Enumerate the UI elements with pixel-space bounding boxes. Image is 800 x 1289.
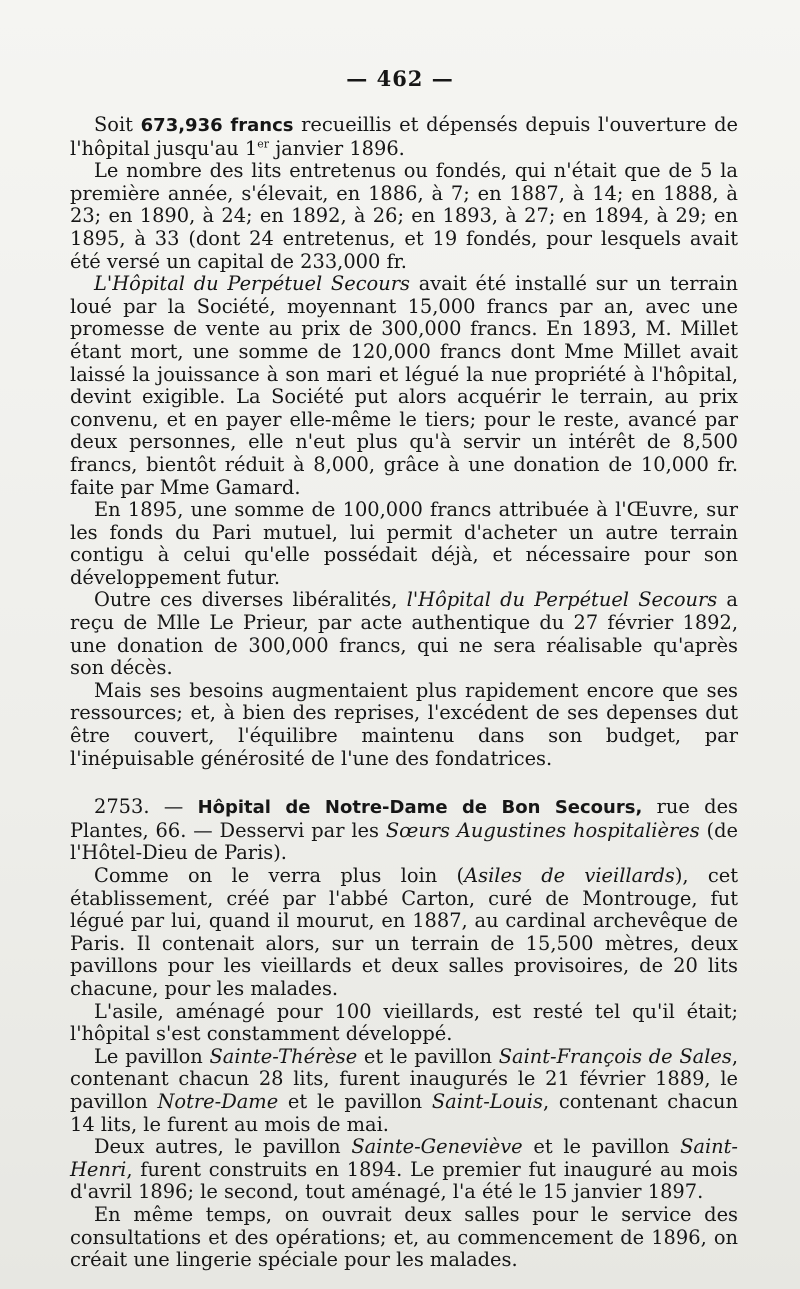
paragraph-beds: Le nombre des lits entretenus ou fondés, qui n'était que de 5 la première année, s'élevait, en 1886, à 7; en 1887, à 14; en 1888, à 23; en 1890, à 24; en 1892, à 26; en 1893, à 27; en 1894, à 29; en 1895, à 33 (dont 24 entretenus, et 19 fondés, pour lesquels avait été versé un capital de 233,000 fr. xyxy=(70,159,738,273)
paragraph-needs: Mais ses besoins augmentaient plus rapidement encore que ses ressources; et, à bien des reprises, l'excédent de ses depenses dut être couvert, l'équilibre maintenu dans son budget, par l'inépuisable générosité de l'une des fondatrices. xyxy=(70,678,738,770)
paragraph-pari-mutuel: En 1895, une somme de 100,000 francs attribuée à l'Œuvre, sur les fonds du Pari mutuel, lui permit d'acheter un autre terrain contigu à celui qu'elle possédait déjà, et nécessaire pour son développement futur. xyxy=(70,498,738,589)
paragraph-land: L'Hôpital du Perpétuel Secours avait été installé sur un terrain loué par la Société, moyennant 15,000 francs par an, avec une promesse de vente au prix de 300,000 francs. En 1893, M. Millet étant mort, une somme de 120,000 francs dont Mme Millet avait laissé la jouissance à son mari et légué la nue propriété à l'hôpital, devint exigible. La Société put alors acquérir le terrain, au prix convenu, et en payer elle-même le tiers; pour le reste, avancé par deux personnes, elle n'eut plus qu'à servir un intérêt de 8,500 francs, bientôt réduit à 8,000, grâce à une donation de 10,000 fr. faite par Mme Gamard. xyxy=(70,272,738,499)
religious-order: Sœurs Augustines hospitalières xyxy=(385,818,700,842)
cross-reference: Asiles de vieillards xyxy=(464,864,675,887)
entry-number: 2753. — xyxy=(94,795,198,819)
paragraph-asile: L'asile, aménagé pour 100 vieillards, est resté tel qu'il était; l'hôpital s'est constamment développé. xyxy=(70,999,738,1046)
paragraph-pavilions-1889: Le pavillon Sainte-Thérèse et le pavillon Saint-François de Sales, contenant chacun 28 lits, furent inaugurés le 21 février 1889, le pavillon Notre-Dame et le pavillon Saint-Louis, contenant chacun 14 lits, le furent au mois de mai. xyxy=(70,1044,739,1136)
entry-2753-heading: 2753. — Hôpital de Notre-Dame de Bon Secours, rue des Plantes, 66. — Desservi par les Sœurs Augustines hospitalières (de l'Hôtel-Dieu de Paris). xyxy=(70,795,739,865)
hospital-name: L'Hôpital du Perpétuel Secours xyxy=(94,272,410,296)
paragraph-total-funds: Soit 673,936 francs recueillis et dépensés depuis l'ouverture de l'hôpital jusqu'au 1er janvier 1896. xyxy=(70,113,739,160)
paragraph-donation: Outre ces diverses libéralités, l'Hôpital du Perpétuel Secours a reçu de Mlle Le Prieur, par acte authentique du 27 février 1892, une donation de 300,000 francs, qui ne sera réalisable qu'après son décès. xyxy=(70,588,738,680)
amount-total: 673,936 francs xyxy=(140,115,294,136)
page-number: — 462 — xyxy=(346,66,454,91)
paragraph-pavilions-1894: Deux autres, le pavillon Sainte-Geneviève et le pavillon Saint-Henri, furent construits en 1894. Le premier fut inauguré au mois d'avril 1896; le second, tout aménagé, l'a été le 15 janvier 1897. xyxy=(70,1135,738,1204)
entry-title: Hôpital de Notre-Dame de Bon Secours, xyxy=(197,797,643,819)
paragraph-history: Comme on le verra plus loin (Asiles de vieillards), cet établissement, créé par l'abbé Carton, curé de Montrouge, fut légué par lui, quand il mourut, en 1887, au cardinal archevêque de Paris. Il contenait alors, sur un terrain de 15,500 mètres, deux pavillons pour les vieillards et deux salles provisoires, de 20 lits chacune, pour les malades. xyxy=(70,864,738,1000)
body-text xyxy=(70,114,738,1272)
paragraph-consultations: En même temps, on ouvrait deux salles pour le service des consultations et des opérations; et, au commencement de 1896, on créait une lingerie spéciale pour les malades. xyxy=(70,1202,738,1272)
hospital-name: l'Hôpital du Perpétuel Secours xyxy=(406,588,718,612)
